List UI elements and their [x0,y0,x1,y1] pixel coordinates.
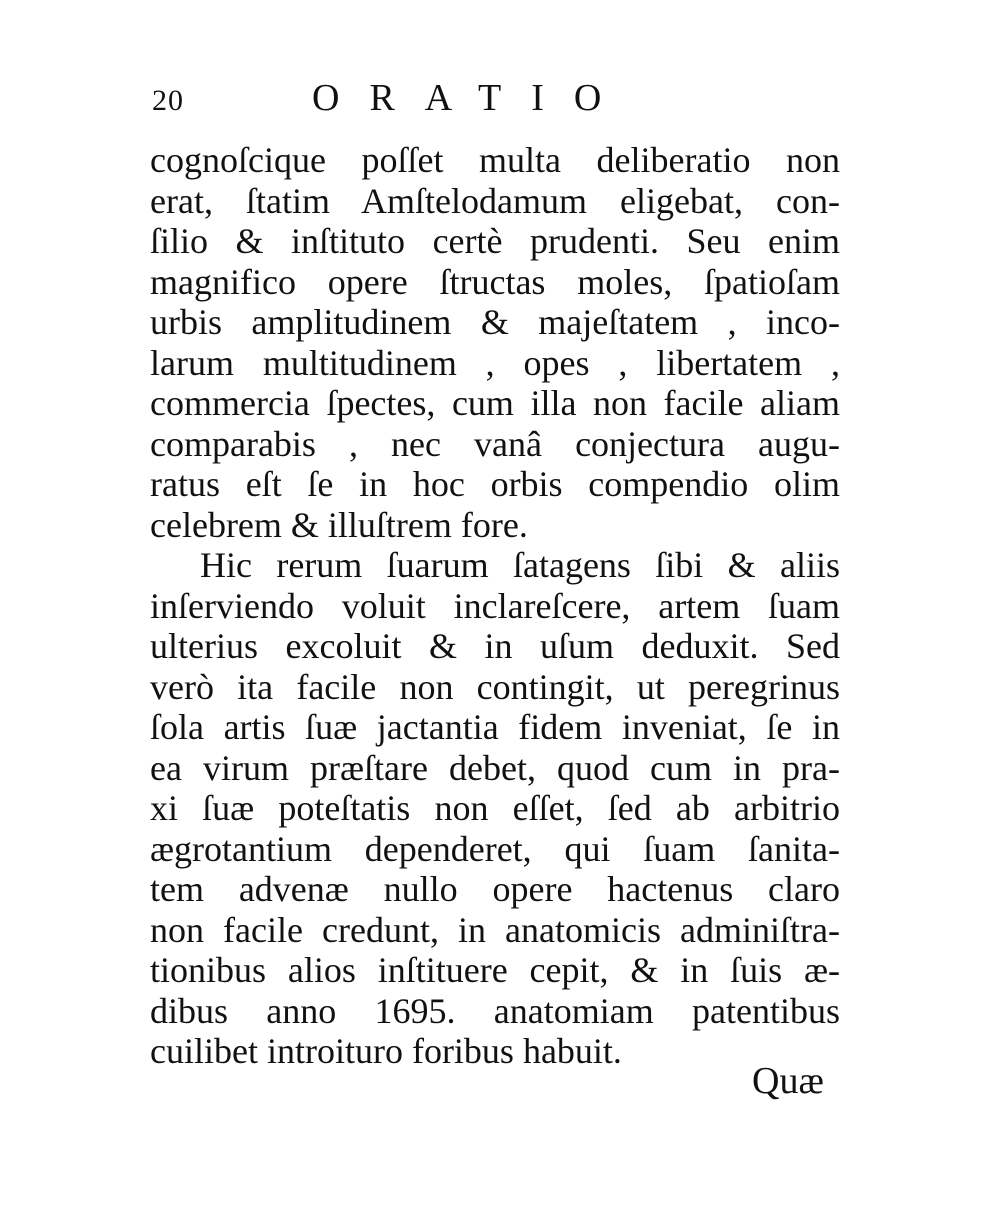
text-line: ægrotantium dependeret, qui ſuam ſanita- [150,828,840,869]
paragraph-1 [150,140,840,545]
text-line: verò ita facile non contingit, ut peregrinus [150,666,840,707]
page-header [140,70,860,120]
catchword: Quæ [752,1060,824,1102]
text-line: cuilibet introituro foribus habuit. [150,1031,622,1071]
text-line: erat, ſtatim Amſtelodamum eligebat, con- [150,180,840,221]
running-head: ORATIO [312,77,632,119]
text-line: ſola artis ſuæ jactantia fidem inveniat, ſe in [150,707,840,747]
text-line: urbis amplitudinem & majeſtatem , inco- [150,302,840,342]
body-text [150,140,840,1072]
text-line: larum multitudinem , opes , libertatem , [150,342,840,383]
text-line: dibus anno 1695. anatomiam patentibus [150,990,840,1031]
text-line: xi ſuæ poteſtatis non eſſet, ſed ab arbitrio [150,788,840,828]
text-line: commercia ſpectes, cum illa non facile aliam [150,383,840,423]
text-line: non facile credunt, in anatomicis adminiſtra- [150,909,840,950]
text-line: comparabis , nec vanâ conjectura augu- [150,423,840,464]
text-line: magnifico opere ſtructas moles, ſpatioſam [150,261,840,302]
text-line: ea virum præſtare debet, quod cum in pra- [150,747,840,788]
text-line: tionibus alios inſtituere cepit, & in ſuis æ- [150,950,840,990]
text-line: celebrem & illuſtrem fore. [150,504,528,545]
text-line: ratus eſt ſe in hoc orbis compendio olim [150,464,840,504]
page-number: 20 [152,84,184,117]
text-line: cognoſcique poſſet multa deliberatio non [150,140,840,180]
text-line: ulterius excoluit & in uſum deduxit. Sed [150,626,840,666]
text-line: tem advenæ nullo opere hactenus claro [150,869,840,909]
paragraph-2 [150,545,840,1072]
text-line: inſerviendo voluit inclareſcere, artem ſuam [150,585,840,626]
text-line: ſilio & inſtituto certè prudenti. Seu enim [150,221,840,261]
text-line: Hic rerum ſuarum ſatagens ſibi & aliis [200,545,840,585]
